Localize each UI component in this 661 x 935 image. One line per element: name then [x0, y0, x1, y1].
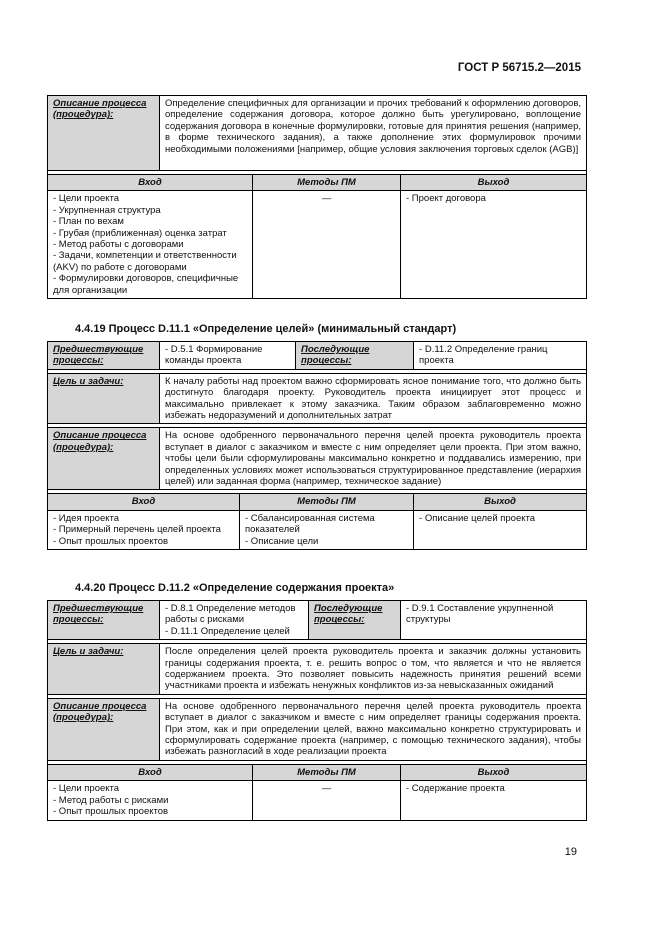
goal-label: Цель и задачи: — [48, 373, 160, 424]
description-label: Описание процесса (процедура): — [48, 96, 160, 171]
column-methods-header: Методы ПМ — [240, 494, 414, 510]
input-item: - Цели проекта — [53, 783, 120, 795]
section-title-4-4-20: 4.4.20 Процесс D.11.2 «Определение содержания проекта» — [75, 582, 395, 594]
methods-cell: — — [253, 781, 401, 820]
input-item: - Укрупненная структура — [53, 204, 161, 216]
input-item: - Грубая (приближенная) оценка затрат — [53, 227, 227, 239]
process-table-continued — [47, 95, 587, 299]
description-row — [48, 428, 587, 490]
document-code: ГОСТ Р 56715.2—2015 — [457, 62, 581, 74]
input-item: - Метод работы с договорами — [53, 239, 184, 251]
processes-row — [48, 342, 587, 370]
outputs-cell — [401, 781, 587, 820]
method-item: - Сбалансированная система показателей — [245, 512, 375, 536]
io-header-row — [48, 175, 587, 191]
goal-text: После определения целей проекта руководитель проекта и заказчик должны установить границы содержания проекта, т. е. решить вопрос о том, что является и что не является содержанием проекта. Это позволяет повысить надежность принятия решений всеми участниками проекта и избежать ненужных конфликтов из-за невысказанных ожиданий — [160, 644, 587, 695]
successor-label: Последующие процессы: — [309, 601, 401, 640]
description-text: На основе одобренного первоначального перечня целей проекта руководитель проекта вступает в диалог с заказчиком и вместе с ним определяет цели проекта. При этом важно, чтобы цели были сформулированы максимально конкретно и поддавались измерению, при определенных условиях может использоваться структурированное представление (иерархия целей) или заданная форма (например, техническое задание) — [160, 428, 587, 490]
output-item: - Проект договора — [406, 193, 486, 205]
column-methods-header: Методы ПМ — [253, 175, 401, 191]
predecessor-item: - D.8.1 Определение методов работы с рисками — [165, 603, 296, 626]
input-item: - План по вехам — [53, 216, 124, 228]
methods-cell — [240, 510, 414, 549]
goal-text: К началу работы над проектом важно сформировать ясное понимание того, что должно быть достигнуто благодаря проекту. Руководитель проекта инициирует этот процесс и максимально привлекает к этому заказчика. Таким образом заблаговременно можно избежать недоразумений и дополнительных затрат — [160, 373, 587, 424]
io-row — [48, 510, 587, 549]
process-table-4-4-20 — [47, 600, 587, 821]
outputs-cell — [414, 510, 587, 549]
description-text: На основе одобренного первоначального перечня целей проекта руководитель проекта вступает в диалог с заказчиком и вместе с ним определяет границы содержания проекта. При этом, как и при определении целей, важно максимально конкретно структурировать и сформулировать содержание проекта (например, с помощью технического задания), чтобы избежать разногласий в ходе реализации проекта — [160, 698, 587, 760]
column-methods-header: Методы ПМ — [253, 764, 401, 780]
input-item: - Опыт прошлых проектов — [53, 535, 169, 547]
processes-row — [48, 601, 587, 640]
io-header-row — [48, 764, 587, 780]
description-row — [48, 698, 587, 760]
predecessor-value — [160, 601, 309, 640]
description-label: Описание процесса (процедура): — [48, 698, 160, 760]
output-item: - Описание целей проекта — [419, 512, 536, 524]
input-item: - Формулировки договоров, специфичные для организации — [53, 273, 239, 296]
input-item: - Опыт прошлых проектов — [53, 806, 169, 818]
inputs-cell — [48, 191, 253, 299]
goal-label: Цель и задачи: — [48, 644, 160, 695]
input-item: - Метод работы с рисками — [53, 794, 169, 806]
goal-row — [48, 644, 587, 695]
column-input-header: Вход — [48, 494, 240, 510]
successor-value: - D.11.2 Определение границ проекта — [414, 342, 587, 370]
goal-row — [48, 373, 587, 424]
description-label: Описание процесса (процедура): — [48, 428, 160, 490]
io-header-row — [48, 494, 587, 510]
outputs-cell — [401, 191, 587, 299]
column-output-header: Выход — [414, 494, 587, 510]
successor-value: - D.9.1 Составление укрупненной структуры — [401, 601, 587, 640]
input-item: - Цели проекта — [53, 193, 120, 205]
column-input-header: Вход — [48, 175, 253, 191]
column-output-header: Выход — [401, 764, 587, 780]
predecessor-label: Предшествующие процессы: — [48, 601, 160, 640]
section-title-4-4-19: 4.4.19 Процесс D.11.1 «Определение целей» (минимальный стандарт) — [75, 323, 457, 335]
inputs-cell — [48, 510, 240, 549]
column-input-header: Вход — [48, 764, 253, 780]
io-row — [48, 781, 587, 820]
output-item: - Содержание проекта — [406, 783, 505, 795]
page-number: 19 — [564, 846, 577, 858]
description-text: Определение специфичных для организации и прочих требований к оформлению договоров, определение содержания договора, которое должно быть урегулировано, воплощение содержания договора в конечные формулировки, готовые для принятия решения (например, в форме технического задания), а также дополнение этих формулировок прочими необходимыми положениями [например, общие условия заключения торговых сделок (AGB)] — [160, 96, 587, 171]
process-table-4-4-19 — [47, 341, 587, 550]
input-item: - Задачи, компетенции и ответственности (AKV) по работе с договорами — [53, 250, 237, 273]
column-output-header: Выход — [401, 175, 587, 191]
predecessor-item: - D.11.1 Определение целей — [165, 625, 290, 637]
inputs-cell — [48, 781, 253, 820]
predecessor-label: Предшествующие процессы: — [48, 342, 160, 370]
successor-label: Последующие процессы: — [296, 342, 414, 370]
predecessor-value: - D.5.1 Формирование команды проекта — [160, 342, 296, 370]
description-row — [48, 96, 587, 171]
method-item: - Описание цели — [245, 535, 319, 547]
input-item: - Идея проекта — [53, 512, 120, 524]
input-item: - Примерный перечень целей проекта — [53, 524, 221, 536]
io-row — [48, 191, 587, 299]
methods-cell: — — [253, 191, 401, 299]
